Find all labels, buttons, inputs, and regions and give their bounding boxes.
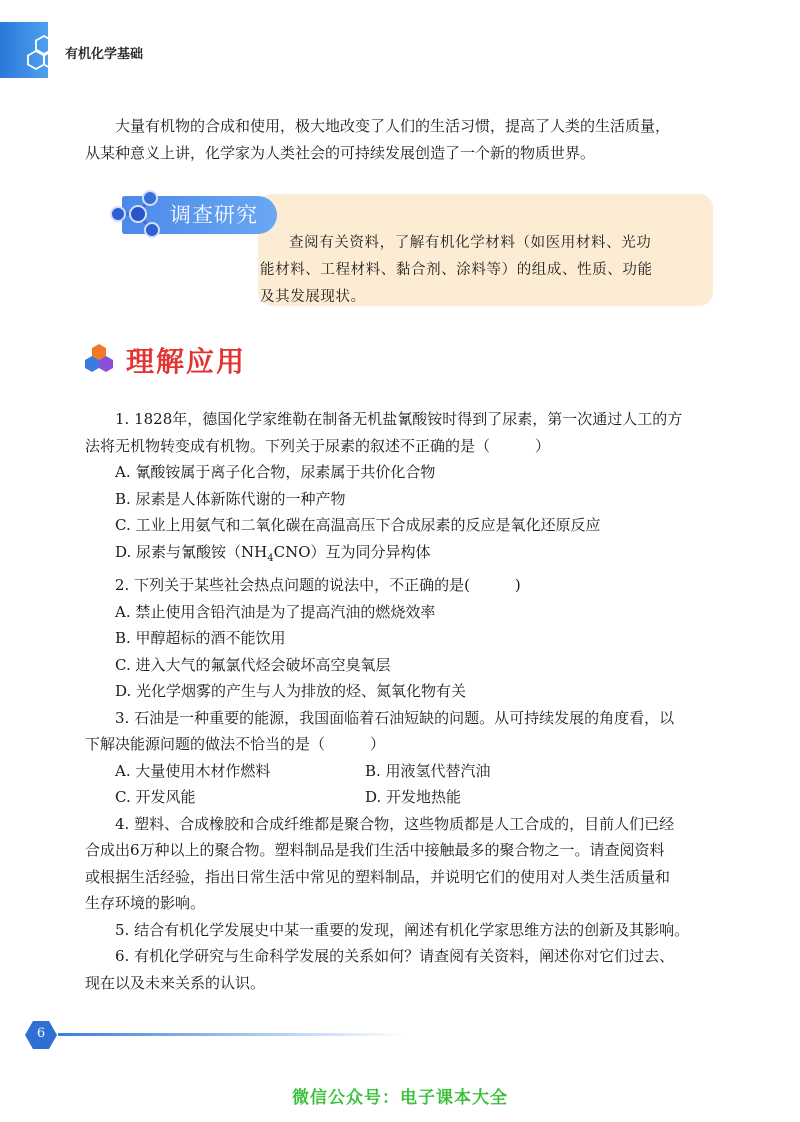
q6-line-2: 现在以及未来关系的认识。 xyxy=(85,973,266,992)
research-label: 调查研究 xyxy=(170,203,258,227)
q3-options-row-2 xyxy=(85,784,720,811)
q1-option-a: A. 氰酸铵属于离子化合物，尿素属于共价化合物 xyxy=(115,463,436,481)
q4-line-1: 4. 塑料、合成橡胶和合成纤维都是聚合物，这些物质都是人工合成的，目前人们已经 xyxy=(115,814,675,833)
q1-option-d-sub: 4 xyxy=(267,552,274,564)
q3-line-1: 3. 石油是一种重要的能源，我国面临着石油短缺的问题。从可持续发展的角度看，以 xyxy=(115,708,675,727)
research-text xyxy=(260,230,700,311)
research-line-1: 查阅有关资料，了解有机化学材料（如医用材料、光功 xyxy=(289,235,652,251)
q5-line: 5. 结合有机化学发展史中某一重要的发现，阐述有机化学家思维方法的创新及其影响。 xyxy=(115,920,690,939)
q2-option-c: C. 进入大气的氟氯代烃会破坏高空臭氧层 xyxy=(115,655,391,674)
q3-option-a: A. 大量使用木材作燃料 xyxy=(115,761,271,780)
q1-option-d xyxy=(85,539,720,573)
section-hexagons-icon xyxy=(84,343,114,373)
section-title: 理解应用 xyxy=(126,345,247,378)
research-line-2: 能材料、工程材料、黏合剂、涂料等）的组成、性质、功能 xyxy=(260,262,653,278)
q4-line-4: 生存环境的影响。 xyxy=(85,894,206,912)
q1-option-c: C. 工业上用氨气和二氧化碳在高温高压下合成尿素的反应是氧化还原反应 xyxy=(115,516,601,534)
watermark-text: 微信公众号：电子课本大全 xyxy=(292,1088,508,1108)
q3-options-row-1 xyxy=(85,758,720,785)
q1-option-d-pre: D. 尿素与氰酸铵（NH xyxy=(115,542,268,561)
q3-option-c: C. 开发风能 xyxy=(115,788,196,806)
q3-option-d: D. 开发地热能 xyxy=(365,788,462,806)
molecule-icon xyxy=(104,182,170,244)
questions xyxy=(85,406,720,996)
book-title: 有机化学基础 xyxy=(65,47,144,62)
q2-option-a: A. 禁止使用含铅汽油是为了提高汽油的燃烧效率 xyxy=(115,602,436,621)
q2-option-b: B. 甲醇超标的酒不能饮用 xyxy=(115,629,286,647)
q4-line-3: 或根据生活经验，指出日常生活中常见的塑料制品，并说明它们的使用对人类生活质量和 xyxy=(85,867,671,886)
q1-line-1: 1. 1828年，德国化学家维勒在制备无机盐氰酸铵时得到了尿素，第一次通过人工的方 xyxy=(115,410,683,428)
q3-option-b: B. 用液氢代替汽油 xyxy=(365,761,491,780)
q2-line: 2. 下列关于某些社会热点问题的说法中，不正确的是( ) xyxy=(115,576,521,594)
footer-line xyxy=(58,1033,408,1036)
q1-option-b: B. 尿素是人体新陈代谢的一种产物 xyxy=(115,489,346,508)
hexagon-logo-icon xyxy=(22,34,66,74)
q3-line-2: 下解决能源问题的做法不恰当的是（ ） xyxy=(85,735,386,753)
q6-line-1: 6. 有机化学研究与生命科学发展的关系如何？请查阅有关资料，阐述你对它们过去、 xyxy=(115,947,675,965)
q1-option-d-post: CNO）互为同分异构体 xyxy=(273,542,431,561)
q2-option-d: D. 光化学烟雾的产生与人为排放的烃、氮氧化物有关 xyxy=(115,682,467,700)
intro-line-1: 大量有机物的合成和使用，极大地改变了人们的生活习惯，提高了人类的生活质量， xyxy=(115,117,671,135)
q1-line-2: 法将无机物转变成有机物。下列关于尿素的叙述不正确的是（ ） xyxy=(85,436,551,455)
page-number: 6 xyxy=(36,1026,46,1041)
intro-line-2: 从某种意义上讲，化学家为人类社会的可持续发展创造了一个新的物质世界。 xyxy=(85,144,596,162)
q4-line-2: 合成出6万种以上的聚合物。塑料制品是我们生活中接触最多的聚合物之一。请查阅资料 xyxy=(85,841,665,859)
research-line-3: 及其发展现状。 xyxy=(260,289,366,305)
